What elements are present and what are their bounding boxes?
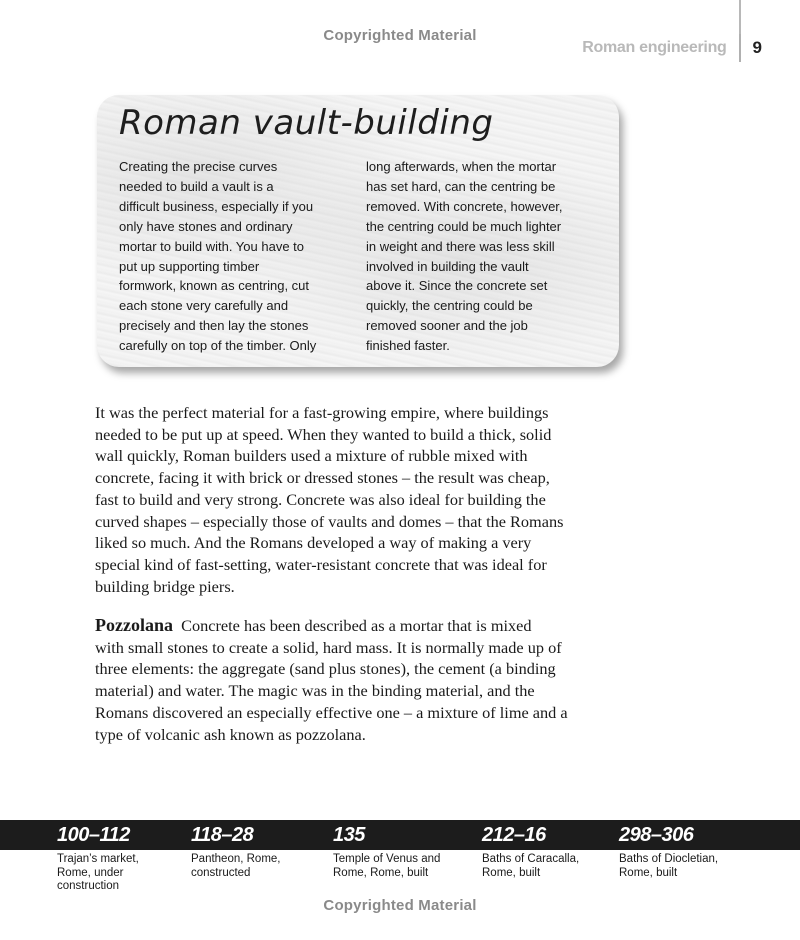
body-line: three elements: the aggregate (sand plus stones), the cement (a binding (95, 659, 556, 679)
body-line: fast to build and very strong. Concrete was also ideal for building the (95, 489, 546, 509)
timeline-label-line: Rome, built (482, 866, 541, 879)
timeline-date: 135 (333, 824, 365, 846)
sidebar-line: long afterwards, when the mortar (366, 159, 557, 174)
sidebar-title: Roman vault-building (119, 103, 494, 143)
header-divider (739, 34, 741, 62)
sidebar-line: mortar to build with. You have to (119, 238, 305, 254)
timeline-label-line: construction (57, 880, 120, 892)
sidebar-line: Creating the precise curves (119, 159, 278, 174)
sidebar-line: involved in building the vault (366, 258, 529, 274)
body-line: curved shapes – especially those of vaults and domes – that the Romans (95, 511, 564, 531)
watermark-top: Copyrighted Material (323, 27, 477, 44)
running-header (582, 34, 762, 62)
timeline-label (482, 853, 612, 880)
body-line-text: Concrete has been described as a mortar that is mixed (181, 616, 532, 635)
sidebar-column-right (366, 157, 588, 356)
timeline-entry (333, 820, 463, 880)
body-line: It was the perfect material for a fast-growing empire, where buildings (95, 403, 549, 422)
timeline-label (619, 853, 749, 880)
sidebar-line: precisely and then lay the stones (119, 318, 309, 334)
sidebar-line: has set hard, can the centring be (366, 178, 556, 194)
sidebar-line: needed to build a vault is a (119, 178, 274, 194)
timeline-entry (191, 820, 321, 880)
body-line: Romans discovered an especially effective one – a mixture of lime and a (95, 702, 568, 722)
timeline-date: 298–306 (619, 824, 694, 846)
timeline-label-line: constructed (191, 866, 251, 879)
timeline-label-line: Rome, built (619, 866, 678, 879)
sidebar-line: difficult business, especially if you (119, 198, 314, 214)
timeline-label-line: Baths of Diocletian, (619, 853, 719, 865)
timeline-label (333, 853, 463, 880)
timeline-label-line: Rome, Rome, built (333, 866, 429, 879)
body-line: wall quickly, Roman builders used a mixture of rubble mixed with (95, 446, 528, 466)
runin-heading: Pozzolana (95, 615, 173, 635)
sidebar-line: above it. Since the concrete set (366, 278, 548, 294)
watermark-bottom: Copyrighted Material (323, 897, 477, 914)
body-paragraph-2 (95, 615, 625, 745)
timeline-label-line: Trajan’s market, (57, 853, 139, 865)
body-line (95, 615, 625, 637)
sidebar-line: quickly, the centring could be (366, 298, 533, 314)
body-line: type of volcanic ash known as pozzolana. (95, 724, 366, 744)
sidebar-box (97, 95, 619, 367)
body-line: building bridge piers. (95, 576, 235, 596)
sidebar-column-left (119, 157, 341, 356)
sidebar-line: finished faster. (366, 338, 450, 354)
body-paragraph-1 (95, 402, 625, 597)
sidebar-line: carefully on top of the timber. Only (119, 338, 317, 354)
timeline-label (191, 853, 321, 880)
sidebar-line: the centring could be much lighter (366, 218, 562, 234)
body-line: liked so much. And the Romans developed a way of making a very (95, 533, 532, 553)
sidebar-line: each stone very carefully and (119, 298, 289, 314)
timeline-date: 100–112 (57, 824, 130, 846)
timeline-entry (482, 820, 612, 880)
timeline-label-line: Pantheon, Rome, (191, 853, 281, 865)
sidebar-line: removed. With concrete, however, (366, 198, 563, 214)
sidebar-line: in weight and there was less skill (366, 238, 555, 254)
page-number: 9 (752, 38, 762, 57)
timeline-date: 118–28 (191, 824, 254, 846)
sidebar-line: put up supporting timber (119, 258, 260, 274)
sidebar-line: formwork, known as centring, cut (119, 278, 310, 294)
timeline-date: 212–16 (482, 824, 546, 846)
timeline-entry (619, 820, 749, 880)
timeline-label-line: Rome, under (57, 866, 124, 879)
sidebar-line: only have stones and ordinary (119, 218, 293, 234)
body-line: material) and water. The magic was in the binding material, and the (95, 681, 535, 701)
body-line: needed to be put up at speed. When they wanted to build a thick, solid (95, 424, 552, 444)
timeline-label-line: Baths of Caracalla, (482, 853, 580, 865)
body-line: concrete, facing it with brick or dressed stones – the result was cheap, (95, 468, 550, 488)
timeline-entry (57, 820, 187, 894)
timeline-label (57, 853, 187, 894)
timeline-label-line: Temple of Venus and (333, 853, 441, 865)
section-title: Roman engineering (582, 39, 727, 56)
sidebar-line: removed sooner and the job (366, 318, 528, 334)
body-line: special kind of fast-setting, water-resistant concrete that was ideal for (95, 554, 547, 574)
body-line: with small stones to create a solid, hard mass. It is normally made up of (95, 637, 562, 657)
